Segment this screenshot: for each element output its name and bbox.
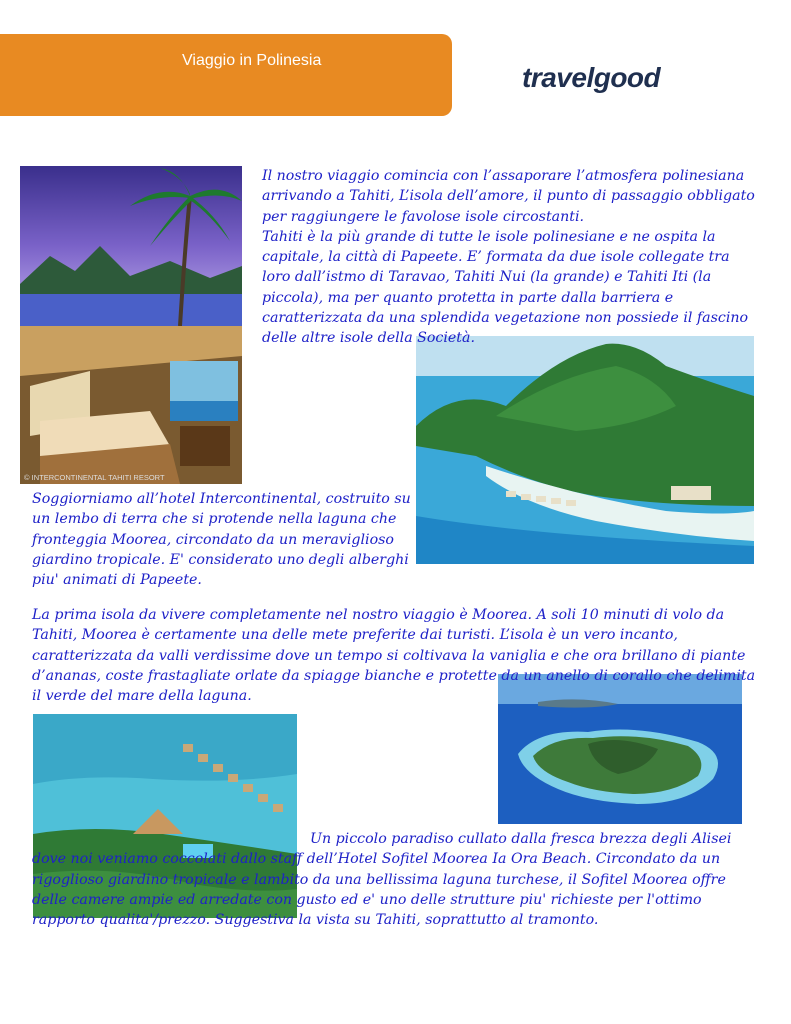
travelgood-logo: travelgood xyxy=(522,62,661,93)
sofitel-paragraph: Un piccolo paradiso cullato dalla fresca brezza degli Alisei dove noi veniamo coccolati dallo staff dell’Hotel Sofitel Moorea Ia Ora Beach. Circondato da un rigoglioso giardino tropicale e lambito da una bellissima laguna turchese, il Sofitel Moorea offre delle camere ampie ed arredate con gusto ed e' uno delle strutture piu' richieste per l'ottimo rapporto qualita'/prezzo. Suggestiva la vista su Tahiti, soprattutto al tramonto. xyxy=(32,831,732,929)
hotel-room-image xyxy=(20,326,242,484)
island-bungalows-image xyxy=(416,336,754,564)
page-title: Viaggio in Polinesia xyxy=(182,52,322,69)
moorea-paragraph xyxy=(32,605,760,706)
tahiti-text: Tahiti è la più grande di tutte le isole polinesiane e ne ospita la capitale, la città di Papeete. E’ formata da due isole collegate tra loro dall’istmo di Taravao, Tahiti Nui (la grande) e Tahiti Iti (la piccola), ma per quanto protetta in parte dalla barriera e caratterizzata da una splendida vegetazione non possiede il fascino delle altre isole della Società. xyxy=(262,228,749,347)
moorea-text: La prima isola da vivere completamente nel nostro viaggio è Moorea. A soli 10 minuti di volo da Tahiti, Moorea è certamente una delle mete preferite dai turisti. L’isola è un vero incanto, caratterizzata da valli verdissime dove un tempo si coltivava la vaniglia e che ora brillano di piante d’ananas, coste frastagliate orlate da spiagge bianche e protette da un anello di corallo che delimita il verde del mare della laguna. xyxy=(32,607,756,705)
image-caption: © INTERCONTINENTAL TAHITI RESORT xyxy=(24,473,165,482)
palm-lagoon-image xyxy=(20,166,242,326)
intro-text: Il nostro viaggio comincia con l’assaporare l’atmosfera polinesiana arrivando a Tahiti, L’isola dell’amore, il punto di passaggio obbligato per raggiungere le favolose isole circostanti. xyxy=(262,168,755,225)
header-banner xyxy=(0,34,452,116)
intro-paragraph xyxy=(262,166,762,349)
hotel-paragraph: Soggiorniamo all’hotel Intercontinental, costruito su un lembo di terra che si protende nella laguna che fronteggia Moorea, circondato da un meraviglioso giardino tropicale. E' considerato uno degli alberghi piu' animati di Papeete. xyxy=(32,491,411,589)
